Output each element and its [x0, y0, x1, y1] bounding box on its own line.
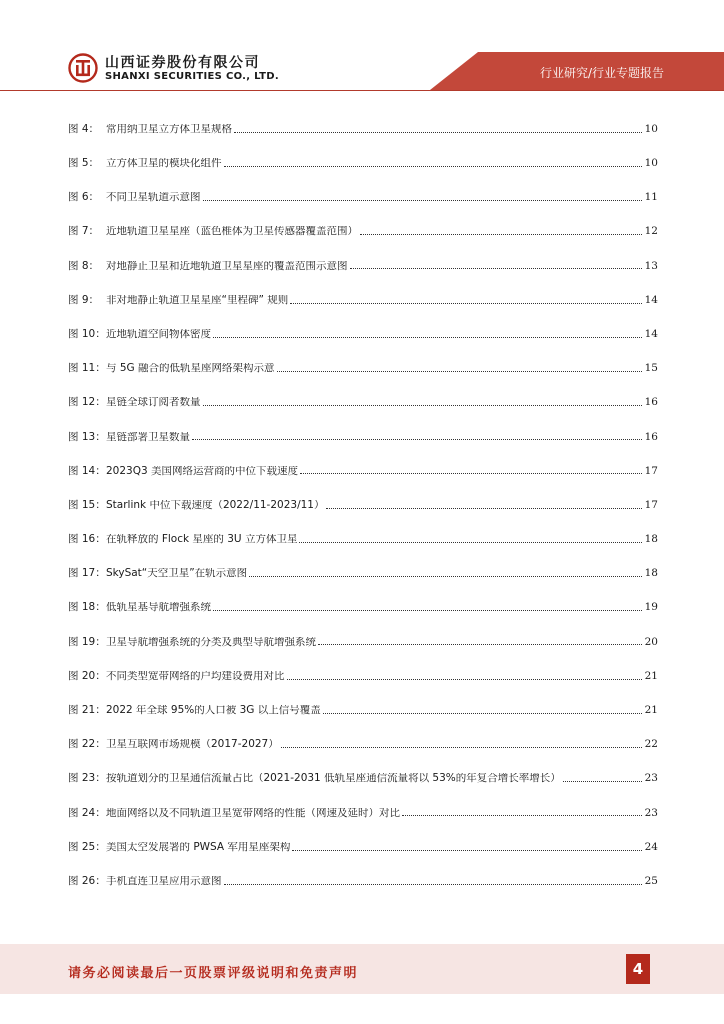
- figure-title: 近地轨道空间物体密度: [106, 328, 211, 340]
- dot-leader: [192, 439, 642, 440]
- figure-number: 图 20：: [68, 669, 106, 682]
- toc-entry[interactable]: [68, 386, 658, 420]
- dot-leader: [277, 371, 643, 372]
- dot-leader: [299, 542, 642, 543]
- figure-page-number: 13: [644, 259, 658, 272]
- dot-leader: [203, 200, 643, 201]
- figure-title: 卫星互联网市场规模（2017-2027）: [106, 739, 279, 750]
- figure-title: 星链部署卫星数量: [106, 431, 190, 443]
- figure-number: 图 17：: [68, 567, 106, 580]
- figure-title: 与 5G 融合的低轨星座网络架构示意: [106, 363, 275, 374]
- disclaimer-notice: 请务必阅读最后一页股票评级说明和免责声明: [68, 966, 359, 981]
- dot-leader: [326, 508, 642, 509]
- figure-title: 非对地静止轨道卫星星座“里程碑” 规则: [106, 294, 289, 306]
- figure-page-number: 18: [644, 533, 658, 546]
- figure-title: 低轨星基导航增强系统: [106, 602, 211, 613]
- toc-entry[interactable]: [68, 591, 658, 625]
- figure-page-number: 19: [644, 601, 658, 614]
- company-name-cn: 山西证券股份有限公司: [105, 55, 260, 71]
- figure-page-number: 23: [644, 806, 658, 819]
- dot-leader: [318, 644, 642, 645]
- page-header: [0, 0, 724, 100]
- dot-leader: [213, 337, 642, 338]
- figure-page-number: 16: [644, 430, 658, 443]
- figure-title: 地面网络以及不同轨道卫星宽带网络的性能（网速及延时）对比: [106, 807, 400, 819]
- figure-number: 图 8：: [68, 259, 100, 272]
- header-divider: [0, 90, 724, 91]
- figure-title: 对地静止卫星和近地轨道卫星星座的覆盖范围示意图: [106, 260, 348, 272]
- toc-entry[interactable]: [68, 625, 658, 659]
- dot-leader: [249, 576, 642, 577]
- figure-page-number: 11: [644, 191, 658, 204]
- page-number: 4: [626, 954, 650, 984]
- figure-number: 图 10：: [68, 327, 106, 340]
- toc-entry[interactable]: [68, 762, 658, 796]
- figure-number: 图 5：: [68, 157, 100, 170]
- dot-leader: [350, 268, 643, 269]
- company-name-en: SHANXI SECURITIES CO., LTD.: [105, 71, 279, 82]
- toc-entry[interactable]: [68, 830, 658, 864]
- figure-title: 2022 年全球 95%的人口被 3G 以上信号覆盖: [106, 705, 321, 716]
- figure-page-number: 25: [644, 874, 658, 887]
- figure-number: 图 15：: [68, 498, 106, 511]
- figure-title: 近地轨道卫星星座（蓝色椎体为卫星传感器覆盖范围）: [106, 226, 358, 237]
- figure-number: 图 6：: [68, 191, 100, 204]
- dot-leader: [290, 303, 642, 304]
- dot-leader: [323, 713, 642, 714]
- figure-title: 立方体卫星的模块化组件: [106, 158, 222, 169]
- toc-entry[interactable]: [68, 454, 658, 488]
- figure-page-number: 15: [644, 362, 658, 375]
- figure-page-number: 22: [644, 738, 658, 751]
- figure-title: 不同卫星轨道示意图: [106, 192, 201, 203]
- dot-leader: [402, 815, 642, 816]
- figure-page-number: 17: [644, 464, 658, 477]
- figure-page-number: 10: [644, 157, 658, 170]
- figure-title: Starlink 中位下载速度（2022/11-2023/11）: [106, 499, 325, 511]
- dot-leader: [563, 781, 642, 782]
- figure-title: 美国太空发展署的 PWSA 军用星座架构: [106, 841, 291, 853]
- figure-page-number: 14: [644, 293, 658, 306]
- dot-leader: [234, 132, 642, 133]
- dot-leader: [300, 473, 642, 474]
- toc-entry[interactable]: [68, 351, 658, 385]
- figure-number: 图 7：: [68, 225, 100, 238]
- figure-title: 在轨释放的 Flock 星座的 3U 立方体卫星: [106, 534, 298, 545]
- toc-entry[interactable]: [68, 727, 658, 761]
- company-logo-icon: [68, 53, 98, 83]
- toc-entry[interactable]: [68, 180, 658, 214]
- figure-page-number: 24: [644, 840, 658, 853]
- figure-page-number: 17: [644, 498, 658, 511]
- dot-leader: [360, 234, 642, 235]
- dot-leader: [224, 166, 643, 167]
- figure-number: 图 22：: [68, 738, 106, 751]
- figure-number: 图 19：: [68, 635, 106, 648]
- dot-leader: [203, 405, 643, 406]
- figure-title: 按轨道划分的卫星通信流量占比（2021-2031 低轨星座通信流量将以 53%的年复合增长率增长）: [106, 773, 561, 784]
- dot-leader: [213, 610, 642, 611]
- figure-title: 常用纳卫星立方体卫星规格: [106, 123, 232, 135]
- figure-index-list: [68, 112, 658, 898]
- figure-number: 图 18：: [68, 601, 106, 614]
- figure-title: 不同类型宽带网络的户均建设费用对比: [106, 670, 285, 682]
- figure-page-number: 20: [644, 635, 658, 648]
- figure-page-number: 14: [644, 327, 658, 340]
- figure-number: 图 9：: [68, 293, 100, 306]
- figure-page-number: 10: [644, 122, 658, 135]
- figure-title: 星链全球订阅者数量: [106, 397, 201, 408]
- figure-number: 图 11：: [68, 362, 106, 375]
- toc-entry[interactable]: [68, 112, 658, 146]
- figure-page-number: 23: [644, 772, 658, 785]
- figure-number: 图 13：: [68, 430, 106, 443]
- toc-entry[interactable]: [68, 522, 658, 556]
- toc-entry[interactable]: [68, 488, 658, 522]
- toc-entry[interactable]: [68, 556, 658, 590]
- toc-entry[interactable]: [68, 693, 658, 727]
- figure-number: 图 14：: [68, 464, 106, 477]
- toc-entry[interactable]: [68, 420, 658, 454]
- dot-leader: [281, 747, 642, 748]
- figure-number: 图 12：: [68, 396, 106, 409]
- figure-title: 手机直连卫星应用示意图: [106, 875, 222, 887]
- figure-number: 图 25：: [68, 840, 106, 853]
- figure-number: 图 21：: [68, 704, 106, 717]
- toc-entry[interactable]: [68, 796, 658, 830]
- toc-entry[interactable]: [68, 249, 658, 283]
- dot-leader: [224, 884, 643, 885]
- figure-title: SkySat“天空卫星”在轨示意图: [106, 568, 248, 579]
- toc-entry[interactable]: [68, 659, 658, 693]
- toc-entry[interactable]: [68, 317, 658, 351]
- report-type-label: 行业研究/行业专题报告: [539, 66, 664, 80]
- figure-number: 图 26：: [68, 874, 106, 887]
- page-footer: [0, 944, 724, 994]
- dot-leader: [292, 850, 642, 851]
- figure-number: 图 23：: [68, 772, 106, 785]
- figure-number: 图 16：: [68, 533, 106, 546]
- figure-title: 2023Q3 美国网络运营商的中位下载速度: [106, 465, 299, 477]
- figure-number: 图 4：: [68, 122, 100, 135]
- figure-page-number: 18: [644, 567, 658, 580]
- toc-entry[interactable]: [68, 864, 658, 898]
- dot-leader: [287, 679, 643, 680]
- figure-page-number: 21: [644, 669, 658, 682]
- figure-page-number: 12: [644, 225, 658, 238]
- figure-page-number: 21: [644, 704, 658, 717]
- figure-title: 卫星导航增强系统的分类及典型导航增强系统: [106, 636, 316, 648]
- toc-entry[interactable]: [68, 215, 658, 249]
- figure-page-number: 16: [644, 396, 658, 409]
- toc-entry[interactable]: [68, 283, 658, 317]
- figure-number: 图 24：: [68, 806, 106, 819]
- toc-entry[interactable]: [68, 146, 658, 180]
